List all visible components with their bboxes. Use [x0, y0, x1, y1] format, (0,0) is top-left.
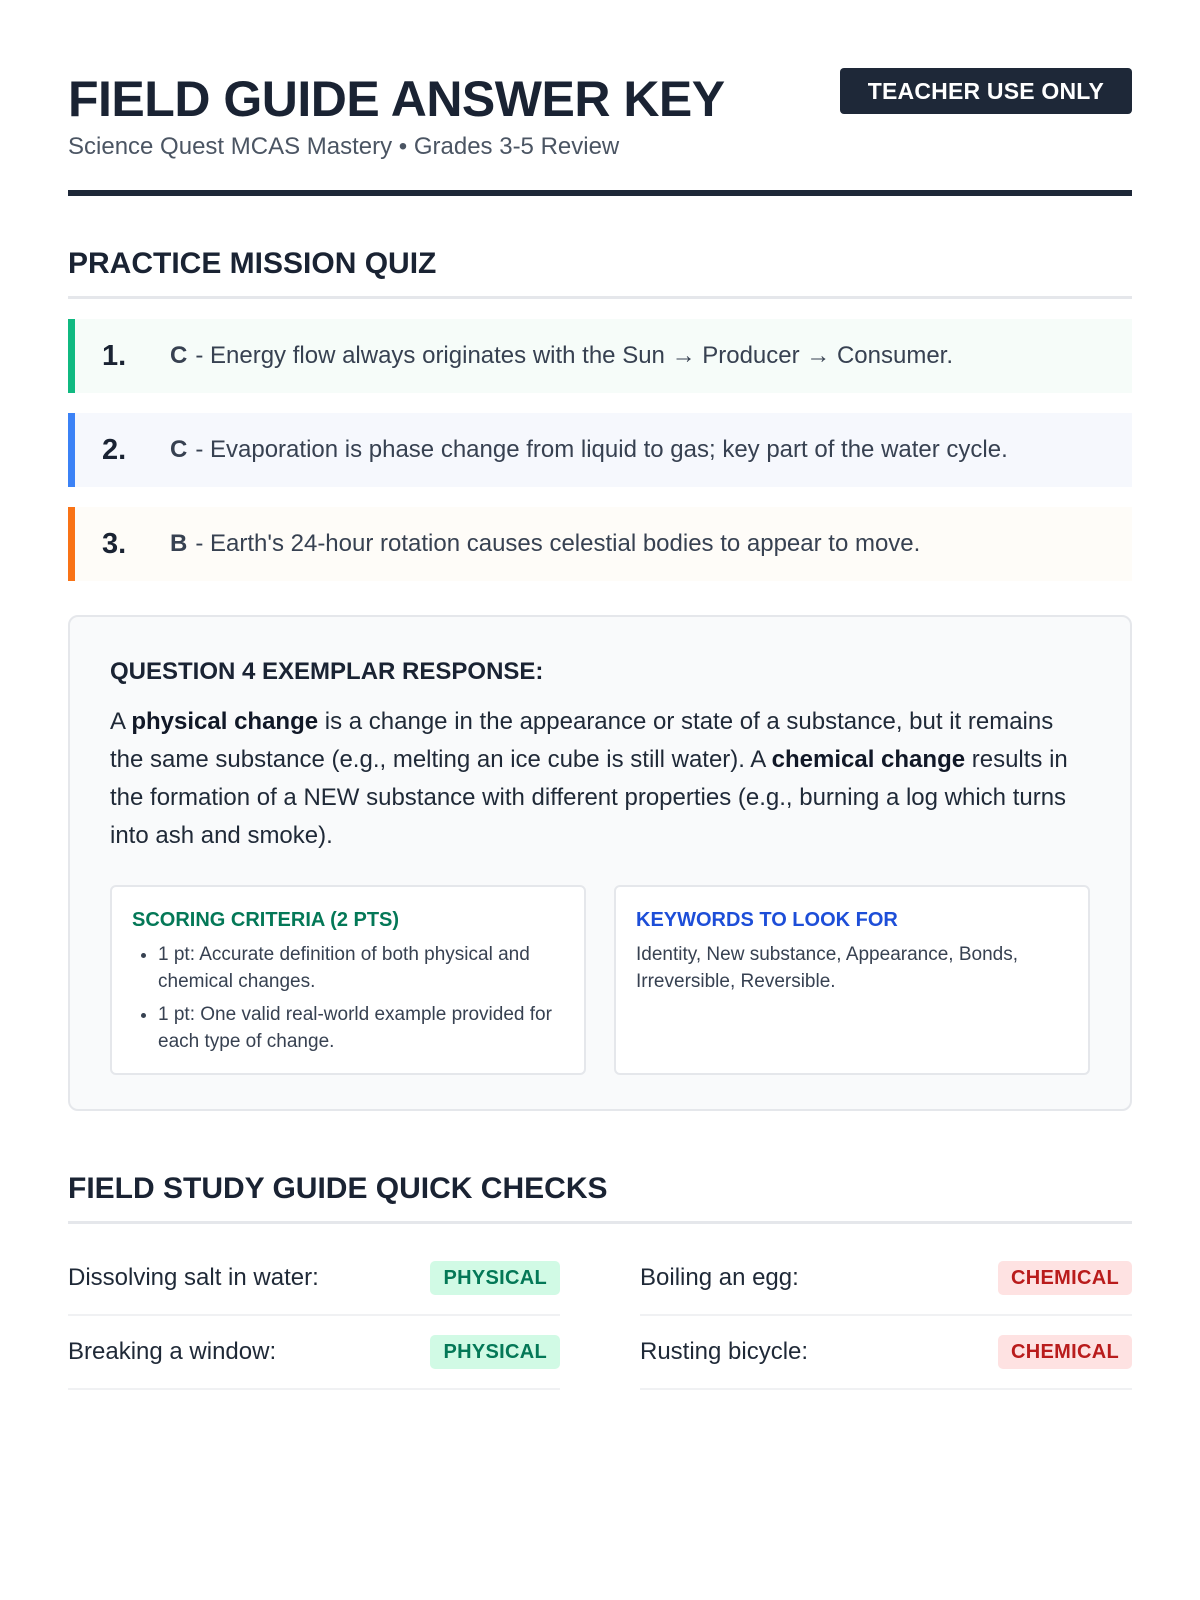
document-subtitle: Science Quest MCAS Mastery • Grades 3-5 Review	[68, 133, 620, 160]
quiz-section-header	[68, 244, 1132, 299]
quick-checks-section-header	[68, 1169, 1132, 1224]
chemical-badge: CHEMICAL	[998, 1335, 1132, 1369]
chemical-badge: CHEMICAL	[998, 1261, 1132, 1295]
quick-check-row	[68, 1242, 560, 1316]
scoring-criterion: • 1 pt: One valid real-world example provided for each type of change.	[158, 1001, 564, 1055]
quick-check-row	[640, 1316, 1132, 1390]
quiz-section-title: PRACTICE MISSION QUIZ	[68, 247, 437, 280]
quick-checks-title: FIELD STUDY GUIDE QUICK CHECKS	[68, 1172, 608, 1205]
quick-checks-right-column	[640, 1242, 1132, 1390]
answer-explanation: - Energy flow always originates with the Sun → Producer → Consumer.	[195, 342, 954, 369]
exemplar-text-2: is a change in the appearance or state of a substance, but it remains the same substance (e.g., melting an ice cube is still water). A	[110, 708, 1054, 773]
answer-explanation: - Earth's 24-hour rotation causes celestial bodies to appear to move.	[195, 530, 921, 557]
document-header	[68, 0, 1132, 196]
answer-letter: B	[170, 530, 188, 557]
document-title: FIELD GUIDE ANSWER KEY	[68, 71, 725, 127]
scoring-criteria-card	[110, 885, 586, 1075]
teacher-use-badge: TEACHER USE ONLY	[840, 68, 1132, 114]
quick-checks-grid	[68, 1242, 1132, 1390]
question-number: 1.	[102, 339, 127, 372]
quiz-answer-row	[68, 413, 1132, 487]
quick-check-row	[68, 1316, 560, 1390]
question-number: 2.	[102, 433, 127, 466]
exemplar-text-1: A	[110, 708, 132, 735]
physical-badge: PHYSICAL	[430, 1335, 560, 1369]
scoring-criteria-list	[132, 941, 564, 1055]
answer-letter: C	[170, 436, 188, 463]
answer-explanation: - Evaporation is phase change from liquid to gas; key part of the water cycle.	[195, 436, 1008, 463]
keywords-title: KEYWORDS TO LOOK FOR	[636, 909, 898, 931]
exemplar-title: QUESTION 4 EXEMPLAR RESPONSE:	[110, 658, 544, 685]
term-physical-change: physical change	[131, 708, 319, 735]
exemplar-body	[110, 703, 1090, 855]
quiz-answer-row	[68, 507, 1132, 581]
quick-check-label: Dissolving salt in water:	[68, 1264, 319, 1291]
term-chemical-change: chemical change	[771, 746, 966, 773]
quick-check-label: Breaking a window:	[68, 1338, 277, 1365]
keywords-card	[614, 885, 1090, 1075]
quiz-answer-list	[68, 319, 1132, 581]
quick-check-row	[640, 1242, 1132, 1316]
criteria-cards	[110, 885, 1090, 1075]
answer-letter: C	[170, 342, 188, 369]
quick-check-label: Rusting bicycle:	[640, 1338, 809, 1365]
quiz-answer-row	[68, 319, 1132, 393]
exemplar-response-box	[68, 615, 1132, 1111]
quick-checks-left-column	[68, 1242, 560, 1390]
scoring-criterion: • 1 pt: Accurate definition of both physical and chemical changes.	[158, 941, 564, 995]
quick-check-label: Boiling an egg:	[640, 1264, 799, 1291]
physical-badge: PHYSICAL	[430, 1261, 560, 1295]
exemplar-text-3: results in the formation of a NEW substance with different properties (e.g., burning a log which turns into ash and smoke).	[110, 746, 1068, 849]
keywords-text: Identity, New substance, Appearance, Bonds, Irreversible, Reversible.	[636, 944, 1018, 992]
scoring-criteria-title: SCORING CRITERIA (2 PTS)	[132, 909, 400, 931]
question-number: 3.	[102, 527, 127, 560]
